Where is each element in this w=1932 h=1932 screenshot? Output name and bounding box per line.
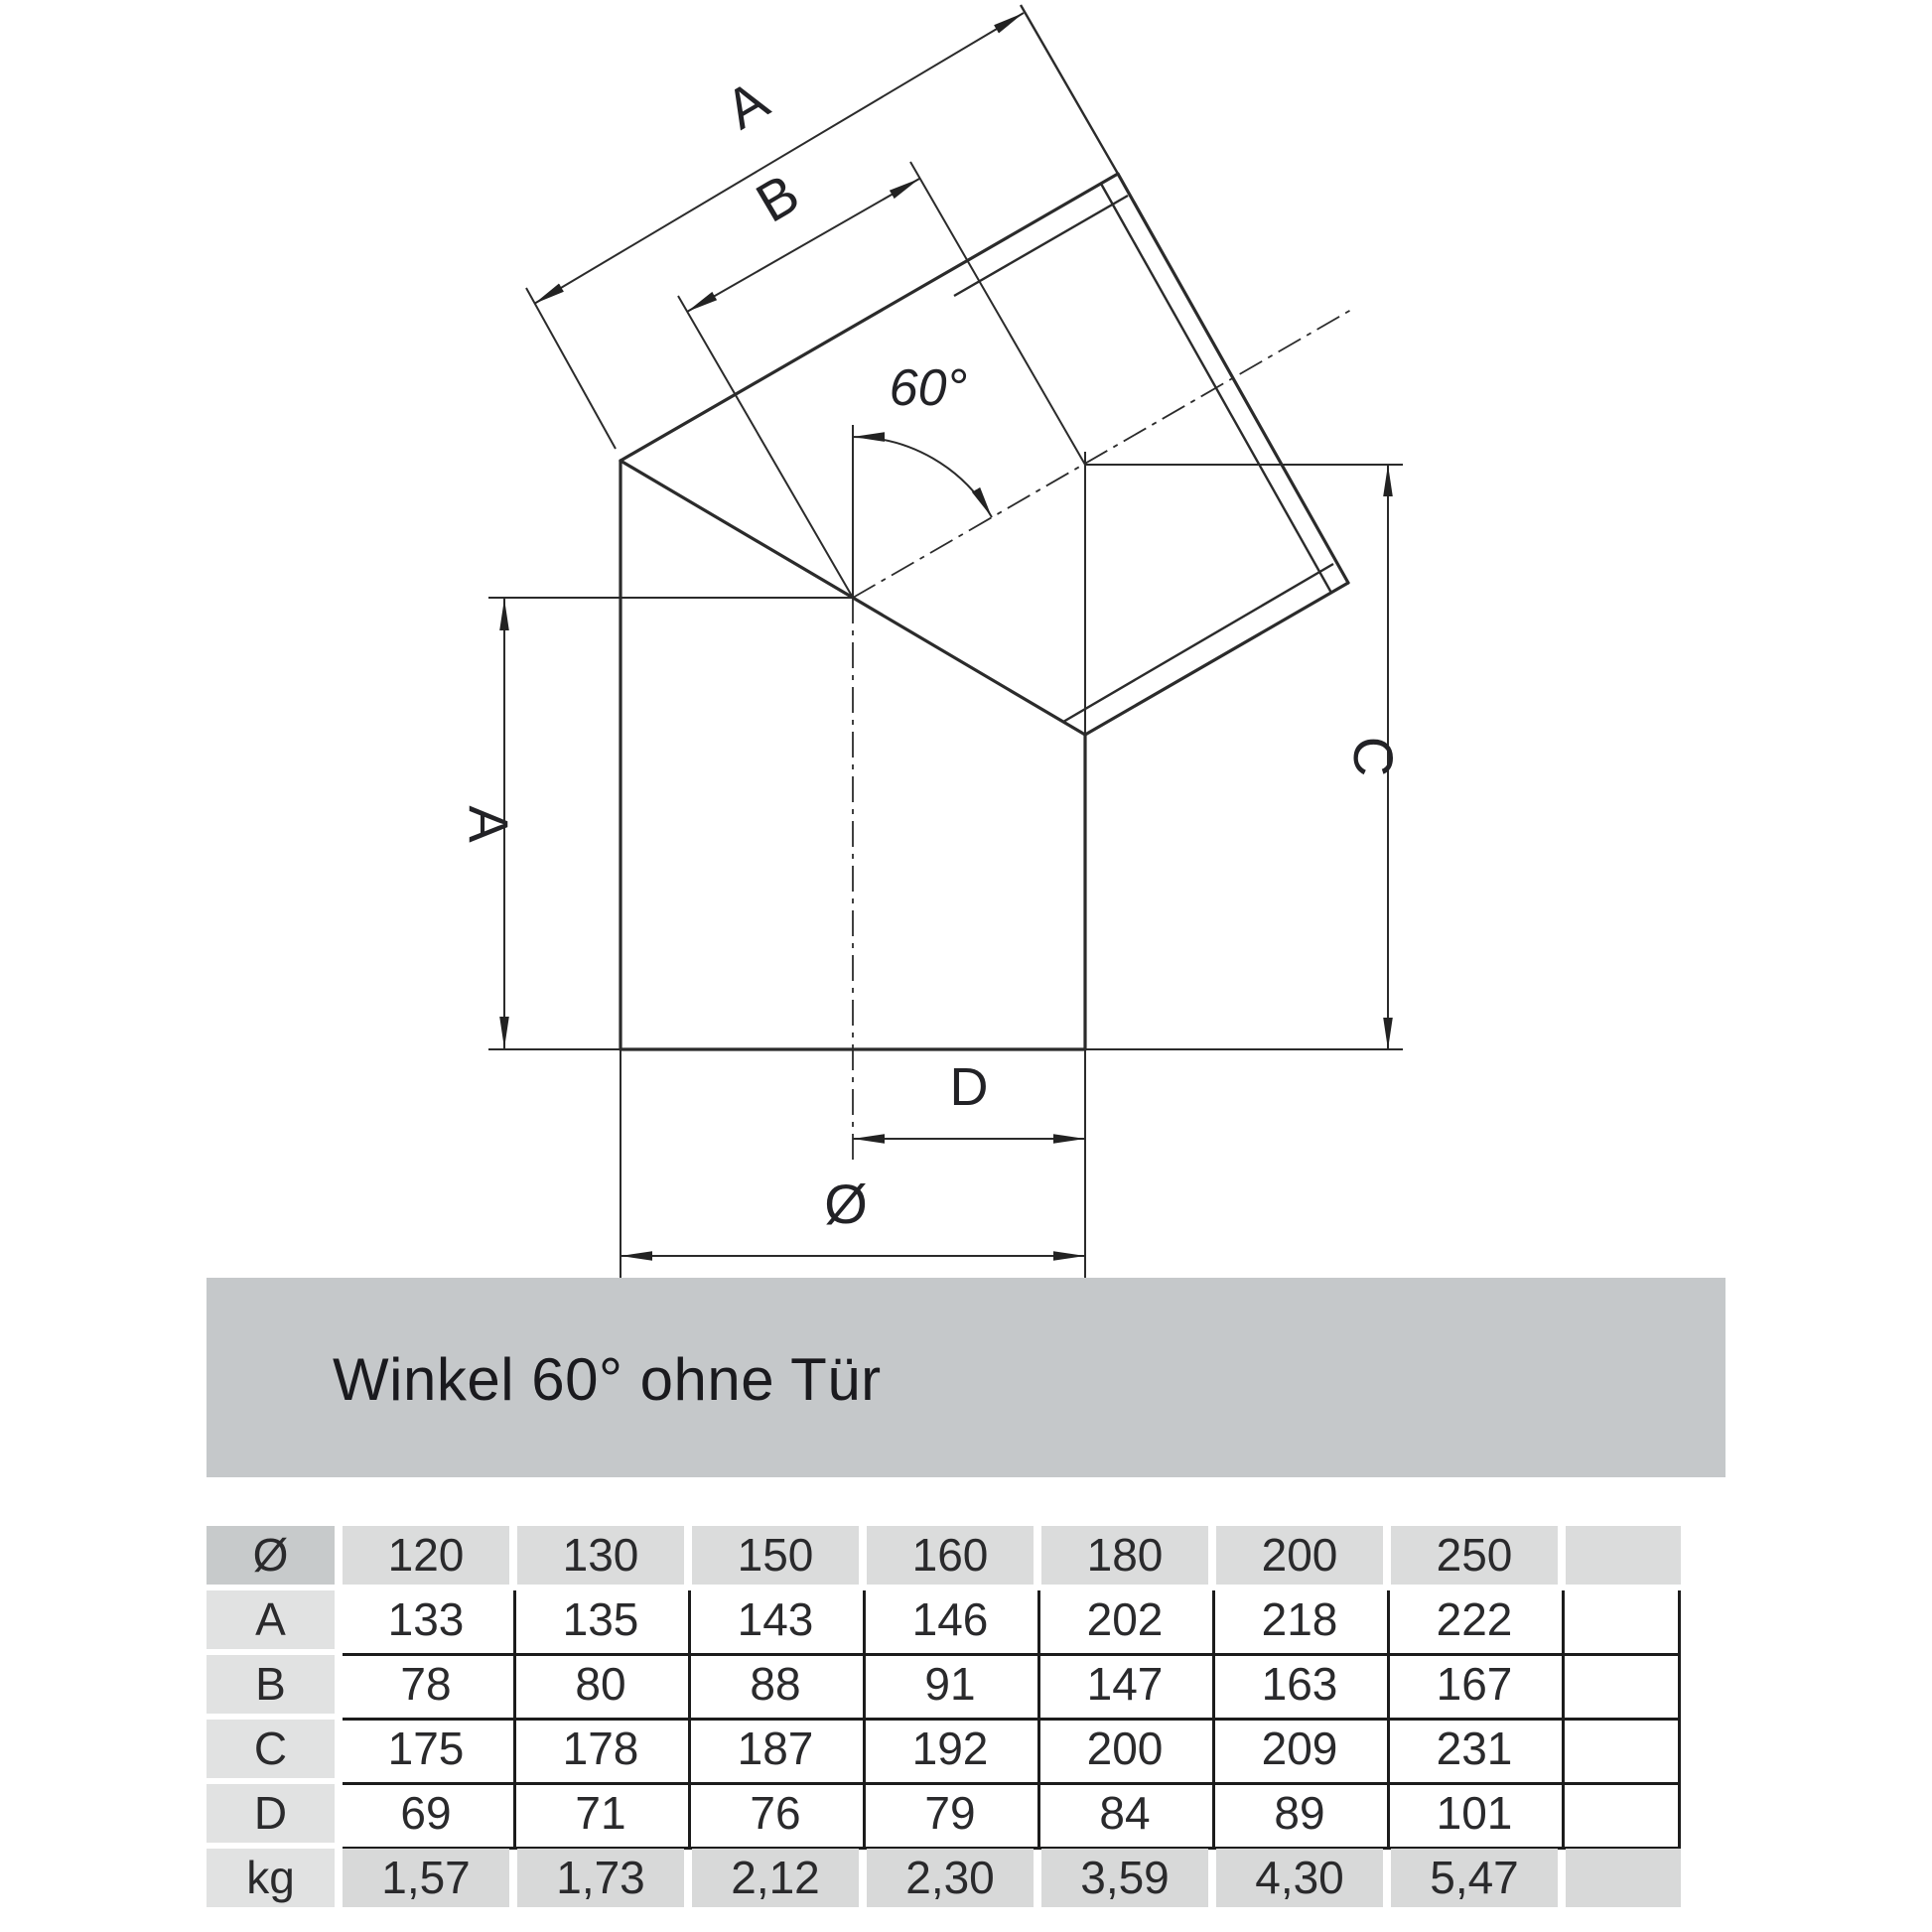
table-cell: 4,30 [1216,1849,1383,1907]
table-cell-empty [1566,1590,1681,1649]
table-cell: 209 [1261,1723,1338,1774]
table-row-label: D [207,1784,335,1843]
table-cell: 84 [1099,1787,1151,1839]
table-cell-empty [1566,1655,1681,1714]
table-cell: 178 [562,1723,639,1774]
dim-label-c: C [1342,736,1405,777]
table-cell: 69 [400,1787,452,1839]
table-cell: 135 [562,1593,639,1645]
table-cell: 88 [750,1658,801,1710]
table-cell: 192 [911,1723,989,1774]
table-cell: 146 [911,1593,989,1645]
product-title: Winkel 60° ohne Tür [333,1346,882,1413]
table-cell-empty [1566,1526,1681,1585]
table-cell: 1,73 [517,1849,684,1907]
table-cell: 91 [924,1658,976,1710]
product-banner [207,1278,1725,1477]
centerlines [853,310,1351,1160]
table-cell: 80 [575,1658,626,1710]
table-row [207,1720,1681,1778]
table-row [207,1784,1681,1843]
table-cell-empty [1566,1720,1681,1778]
table-cell: 202 [1086,1593,1164,1645]
pipe-outline [621,174,1348,1049]
table-cell: 1,57 [343,1849,509,1907]
table-col-header: 160 [867,1526,1034,1585]
socket-detail-lines [954,5,1333,722]
table-cell: 143 [737,1593,814,1645]
dim-label-a-left: A [458,805,520,843]
table-corner-label: Ø [207,1526,335,1585]
table-cell: 133 [387,1593,465,1645]
table-col-header: 200 [1216,1526,1383,1585]
table-cell: 163 [1261,1658,1338,1710]
table-row-label: A [207,1590,335,1649]
table-cell: 5,47 [1391,1849,1558,1907]
table-cell: 101 [1436,1787,1513,1839]
table-cell: 175 [387,1723,465,1774]
table-row-label: C [207,1720,335,1778]
table-cell: 218 [1261,1593,1338,1645]
table-cell-empty [1566,1849,1681,1907]
extension-lines [488,162,1403,1283]
table-row-label: B [207,1655,335,1714]
dim-label-a-inclined: A [715,68,779,141]
table-row [207,1590,1681,1649]
table-cell: 71 [575,1787,626,1839]
table-cell: 222 [1436,1593,1513,1645]
table-cell: 2,30 [867,1849,1034,1907]
table-col-header: 250 [1391,1526,1558,1585]
table-row [207,1655,1681,1714]
table-col-header: 180 [1041,1526,1208,1585]
dim-label-b: B [746,161,810,234]
table-cell: 200 [1086,1723,1164,1774]
table-col-header: 120 [343,1526,509,1585]
table-row [207,1849,1681,1907]
dim-label-d: D [949,1057,989,1117]
table-cell: 76 [750,1787,801,1839]
table-col-header: 150 [692,1526,859,1585]
table-cell: 167 [1436,1658,1513,1710]
table-col-header: 130 [517,1526,684,1585]
dimension-lines [504,13,1388,1256]
table-cell: 231 [1436,1723,1513,1774]
table-cell: 78 [400,1658,452,1710]
table-cell: 89 [1274,1787,1325,1839]
table-cell: 147 [1086,1658,1164,1710]
dim-label-diameter: Ø [824,1173,868,1235]
table-row [207,1526,1681,1585]
table-cell: 187 [737,1723,814,1774]
table-cell: 3,59 [1041,1849,1208,1907]
table-cell: 79 [924,1787,976,1839]
table-cell-empty [1566,1784,1681,1843]
table-cell: 2,12 [692,1849,859,1907]
spec-table [207,1526,1681,1907]
angle-label-60deg: 60° [889,359,968,417]
table-row-label: kg [207,1849,335,1907]
